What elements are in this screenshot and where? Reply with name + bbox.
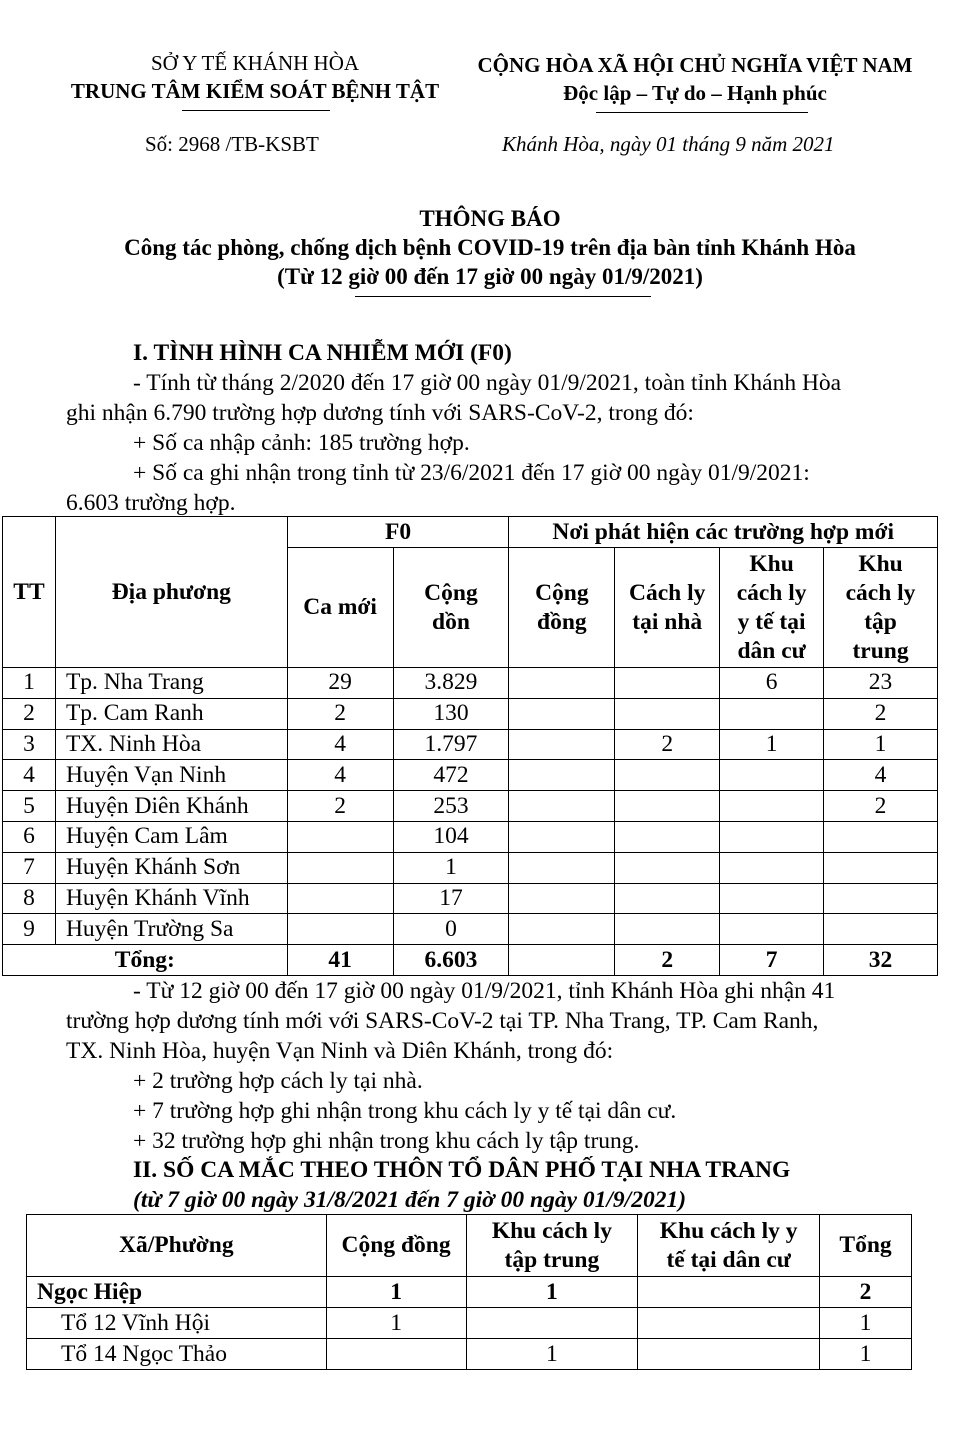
section-2-subheading: (từ 7 giờ 00 ngày 31/8/2021 đến 7 giờ 00 ngày 01/9/2021) <box>133 1187 687 1213</box>
cell-tt: 7 <box>3 852 56 883</box>
cell-community <box>509 821 615 852</box>
cell-locality: Tp. Cam Ranh <box>55 698 287 729</box>
cell-cumulative: 130 <box>393 698 509 729</box>
section-1-para1-line2: ghi nhận 6.790 trường hợp dương tính với SARS-CoV-2, trong đó: <box>66 400 694 426</box>
cell-residential: 6 <box>720 668 824 699</box>
cell-new: 4 <box>287 729 393 760</box>
motto-underline <box>596 112 808 113</box>
cell-total-new: 41 <box>287 945 393 976</box>
cell-central: 1 <box>466 1277 638 1308</box>
cell-total-cumulative: 6.603 <box>393 945 509 976</box>
header-home-isolation: Cách ly tại nhà <box>615 548 720 668</box>
cell-central: 2 <box>824 698 938 729</box>
cell-locality: Huyện Vạn Ninh <box>55 760 287 791</box>
cell-cumulative: 1 <box>393 852 509 883</box>
section-1-case-central: + 32 trường hợp ghi nhận trong khu cách ly tập trung. <box>133 1128 640 1154</box>
header-residential-quarantine: Khu cách ly y tế tại dân cư <box>638 1215 820 1277</box>
section-1-heading: I. TÌNH HÌNH CA NHIỄM MỚI (F0) <box>133 340 512 366</box>
cell-total: 1 <box>820 1339 912 1370</box>
cell-residential <box>638 1277 820 1308</box>
cell-home: 2 <box>615 729 720 760</box>
cell-community <box>509 914 615 945</box>
header-community: Cộng đồng <box>326 1215 466 1277</box>
document-title: THÔNG BÁO <box>419 206 561 231</box>
table-row <box>3 760 938 791</box>
header-total: Tổng <box>820 1215 912 1277</box>
cell-cumulative: 0 <box>393 914 509 945</box>
cell-residential <box>720 883 824 914</box>
cell-home <box>615 821 720 852</box>
cell-central <box>466 1308 638 1339</box>
cell-tt: 8 <box>3 883 56 914</box>
table-row <box>27 1308 912 1339</box>
cell-new <box>287 914 393 945</box>
cell-community <box>509 668 615 699</box>
cell-tt: 4 <box>3 760 56 791</box>
header-residential-quarantine: Khu cách ly y tế tại dân cư <box>720 548 824 668</box>
cell-tt: 5 <box>3 791 56 822</box>
cell-locality: Huyện Khánh Vĩnh <box>55 883 287 914</box>
cell-tt: 2 <box>3 698 56 729</box>
cell-home <box>615 668 720 699</box>
cell-central <box>824 914 938 945</box>
section-1-bullet2-line2: 6.603 trường hợp. <box>66 490 236 516</box>
cell-total-label: Tổng: <box>3 945 288 976</box>
cell-central: 4 <box>824 760 938 791</box>
cell-total: 1 <box>820 1308 912 1339</box>
cell-new: 2 <box>287 791 393 822</box>
header-tt: TT <box>3 517 56 668</box>
section-1-para1-line1: - Tính từ tháng 2/2020 đến 17 giờ 00 ngày 01/9/2021, toàn tỉnh Khánh Hòa <box>133 370 842 396</box>
header-central-quarantine: Khu cách ly tập trung <box>466 1215 638 1277</box>
cell-new: 29 <box>287 668 393 699</box>
cell-cumulative: 1.797 <box>393 729 509 760</box>
cell-community <box>509 729 615 760</box>
section-1-para2-line1: - Từ 12 giờ 00 đến 17 giờ 00 ngày 01/9/2021, tỉnh Khánh Hòa ghi nhận 41 <box>133 978 836 1004</box>
header-new-cases: Ca mới <box>287 548 393 668</box>
cell-locality: Huyện Diên Khánh <box>55 791 287 822</box>
national-title: CỘNG HÒA XÃ HỘI CHỦ NGHĨA VIỆT NAM <box>477 53 913 77</box>
cell-cumulative: 104 <box>393 821 509 852</box>
cell-central <box>824 883 938 914</box>
cell-residential: 1 <box>720 729 824 760</box>
cell-community: 1 <box>326 1308 466 1339</box>
header-ward: Xã/Phường <box>27 1215 327 1277</box>
section-1-case-residential: + 7 trường hợp ghi nhận trong khu cách ly y tế tại dân cư. <box>133 1098 677 1124</box>
section-1-para2-line2: trường hợp dương tính mới với SARS-CoV-2 tại TP. Nha Trang, TP. Cam Ranh, <box>66 1008 819 1034</box>
cell-total: 2 <box>820 1277 912 1308</box>
cell-home <box>615 698 720 729</box>
cell-tt: 1 <box>3 668 56 699</box>
cell-residential <box>638 1308 820 1339</box>
table-row <box>3 852 938 883</box>
cell-ward: Ngọc Hiệp <box>27 1277 327 1308</box>
cell-locality: Tp. Nha Trang <box>55 668 287 699</box>
section-1-bullet1: + Số ca nhập cảnh: 185 trường hợp. <box>133 430 470 456</box>
cell-central: 2 <box>824 791 938 822</box>
cell-residential <box>720 698 824 729</box>
place-date: Khánh Hòa, ngày 01 tháng 9 năm 2021 <box>502 132 835 156</box>
cell-ward: Tổ 14 Ngọc Thảo <box>27 1339 327 1370</box>
cell-home <box>615 760 720 791</box>
cell-residential <box>638 1339 820 1370</box>
section-2-heading: II. SỐ CA MẮC THEO THÔN TỔ DÂN PHỐ TẠI NHA TRANG <box>133 1157 791 1183</box>
cell-home <box>615 852 720 883</box>
header-cumulative: Cộng dồn <box>393 548 509 668</box>
cell-tt: 6 <box>3 821 56 852</box>
cell-tt: 9 <box>3 914 56 945</box>
cell-community <box>509 883 615 914</box>
table-row <box>27 1339 912 1370</box>
header-f0: F0 <box>287 517 509 548</box>
cell-new: 4 <box>287 760 393 791</box>
cell-residential <box>720 852 824 883</box>
table-row <box>3 729 938 760</box>
cell-cumulative: 17 <box>393 883 509 914</box>
document-subject: Công tác phòng, chống dịch bệnh COVID-19 trên địa bàn tỉnh Khánh Hòa <box>124 235 856 260</box>
cell-residential <box>720 791 824 822</box>
cell-home <box>615 883 720 914</box>
agency-name: TRUNG TÂM KIỂM SOÁT BỆNH TẬT <box>70 79 440 103</box>
cell-residential <box>720 821 824 852</box>
cell-total-central: 32 <box>824 945 938 976</box>
cell-central <box>824 852 938 883</box>
cell-total-home: 2 <box>615 945 720 976</box>
title-underline <box>355 296 651 297</box>
table-row <box>3 668 938 699</box>
cell-cumulative: 3.829 <box>393 668 509 699</box>
document-number: Số: 2968 /TB-KSBT <box>145 132 319 156</box>
cell-new <box>287 883 393 914</box>
table-row <box>27 1277 912 1308</box>
agency-parent: SỞ Y TẾ KHÁNH HÒA <box>150 51 360 75</box>
header-central-quarantine: Khu cách ly tập trung <box>824 548 938 668</box>
section-1-case-home: + 2 trường hợp cách ly tại nhà. <box>133 1068 423 1094</box>
cell-cumulative: 253 <box>393 791 509 822</box>
header-detection-place: Nơi phát hiện các trường hợp mới <box>509 517 938 548</box>
cell-central <box>824 821 938 852</box>
national-motto: Độc lập – Tự do – Hạnh phúc <box>563 81 827 105</box>
section-1-bullet2-line1: + Số ca ghi nhận trong tỉnh từ 23/6/2021 đến 17 giờ 00 ngày 01/9/2021: <box>133 460 810 486</box>
cell-locality: Huyện Cam Lâm <box>55 821 287 852</box>
cell-tt: 3 <box>3 729 56 760</box>
cases-by-ward-table <box>26 1214 912 1370</box>
document-period: (Từ 12 giờ 00 đến 17 giờ 00 ngày 01/9/2021) <box>277 264 703 289</box>
cell-community <box>326 1339 466 1370</box>
agency-underline <box>182 110 330 111</box>
cell-locality: TX. Ninh Hòa <box>55 729 287 760</box>
cell-new <box>287 852 393 883</box>
cell-central: 1 <box>824 729 938 760</box>
cell-central: 1 <box>466 1339 638 1370</box>
section-1-para2-line3: TX. Ninh Hòa, huyện Vạn Ninh và Diên Khánh, trong đó: <box>66 1038 614 1064</box>
cell-residential <box>720 914 824 945</box>
cell-ward: Tổ 12 Vĩnh Hội <box>27 1308 327 1339</box>
cell-community <box>509 852 615 883</box>
cell-total-community <box>509 945 615 976</box>
table-row <box>3 821 938 852</box>
cell-home <box>615 914 720 945</box>
cell-new: 2 <box>287 698 393 729</box>
cell-new <box>287 821 393 852</box>
cell-locality: Huyện Khánh Sơn <box>55 852 287 883</box>
cell-community <box>509 760 615 791</box>
cell-locality: Huyện Trường Sa <box>55 914 287 945</box>
table-row <box>3 914 938 945</box>
table-row <box>3 883 938 914</box>
cell-total-residential: 7 <box>720 945 824 976</box>
cell-community: 1 <box>326 1277 466 1308</box>
cell-community <box>509 698 615 729</box>
cell-residential <box>720 760 824 791</box>
header-community: Cộng đồng <box>509 548 615 668</box>
cell-central: 23 <box>824 668 938 699</box>
cases-by-locality-table <box>2 516 938 976</box>
cell-home <box>615 791 720 822</box>
header-locality: Địa phương <box>55 517 287 668</box>
cell-community <box>509 791 615 822</box>
cell-cumulative: 472 <box>393 760 509 791</box>
table-total-row <box>3 945 938 976</box>
table-row <box>3 791 938 822</box>
table-row <box>3 698 938 729</box>
